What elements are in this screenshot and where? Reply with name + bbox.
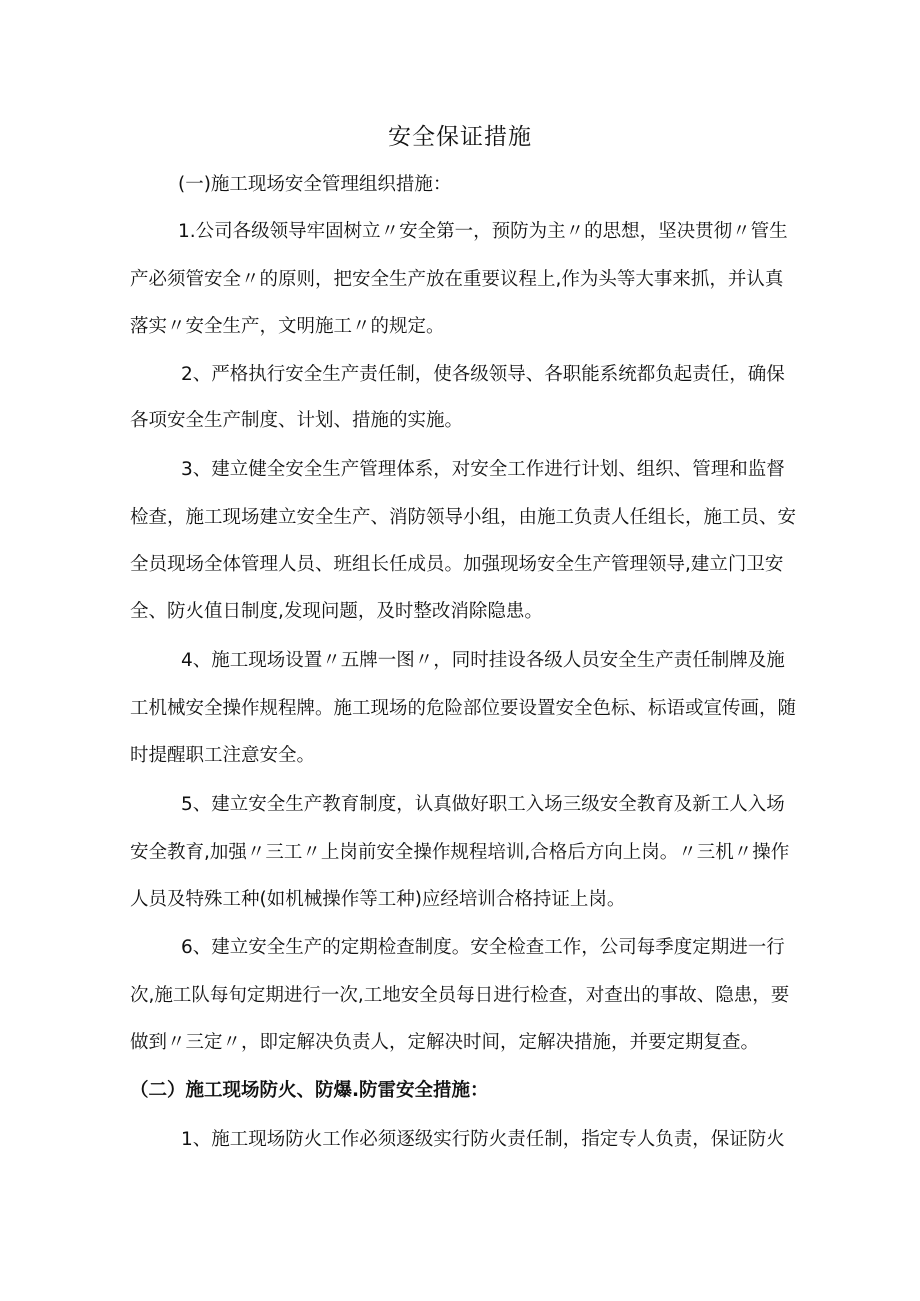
item-3-line-1: 3、建立健全安全生产管理体系，对安全工作进行计划、组织、管理和监督: [181, 459, 785, 480]
item-4-line-1: 4、施工现场设置〃五牌一图〃，同时挂设各级人员安全生产责任制牌及施: [181, 650, 785, 671]
item-3-line-2: 检查，施工现场建立安全生产、消防领导小组，由施工负责人任组长，施工员、安: [130, 507, 797, 528]
item-3-line-3: 全员现场全体管理人员、班组长任成员。加强现场安全生产管理领导,建立门卫安: [130, 554, 784, 575]
item-4-line-3: 时提醒职工注意安全。: [130, 745, 316, 766]
section-2-item-1-line-1: 1、施工现场防火工作必须逐级实行防火责任制，指定专人负责，保证防火: [181, 1129, 785, 1150]
item-1-line-1: 1.公司各级领导牢固树立〃安全第一，预防为主〃的思想，坚决贯彻〃管生: [178, 221, 788, 242]
item-5-line-1: 5、建立安全生产教育制度，认真做好职工入场三级安全教育及新工人入场: [181, 794, 785, 815]
item-2-line-2: 各项安全生产制度、计划、措施的实施。: [130, 410, 464, 431]
section-2-heading: （二）施工现场防火、防爆.防雷安全措施：: [130, 1080, 489, 1101]
item-3-line-4: 全、防火值日制度,发现问题，及时整改消除隐患。: [130, 601, 543, 622]
item-5-line-3: 人员及特殊工种(如机械操作等工种)应经培训合格持证上岗。: [130, 889, 626, 910]
item-6-line-1: 6、建立安全生产的定期检查制度。安全检查工作，公司每季度定期进一行: [181, 937, 785, 958]
item-1-line-2: 产必须管安全〃的原则，把安全生产放在重要议程上,作为头等大事来抓，并认真: [130, 269, 784, 290]
item-5-line-2: 安全教育,加强〃三工〃上岗前安全操作规程培训,合格后方向上岗。〃三机〃操作: [130, 842, 790, 863]
item-1-line-3: 落实〃安全生产，文明施工〃的规定。: [130, 316, 445, 337]
item-2-line-1: 2、严格执行安全生产责任制，使各级领导、各职能系统都负起责任，确保: [181, 364, 785, 385]
item-4-line-2: 工机械安全操作规程牌。施工现场的危险部位要设置安全色标、标语或宣传画，随: [130, 698, 797, 719]
item-6-line-2: 次,施工队每旬定期进行一次,工地安全员每日进行检查，对查出的事故、隐患，要: [130, 985, 790, 1006]
document-title: 安全保证措施: [388, 124, 532, 150]
item-6-line-3: 做到〃三定〃，即定解决负责人，定解决时间，定解决措施，并要定期复查。: [130, 1032, 760, 1053]
section-1-heading: (一)施工现场安全管理组织措施：: [178, 174, 452, 195]
